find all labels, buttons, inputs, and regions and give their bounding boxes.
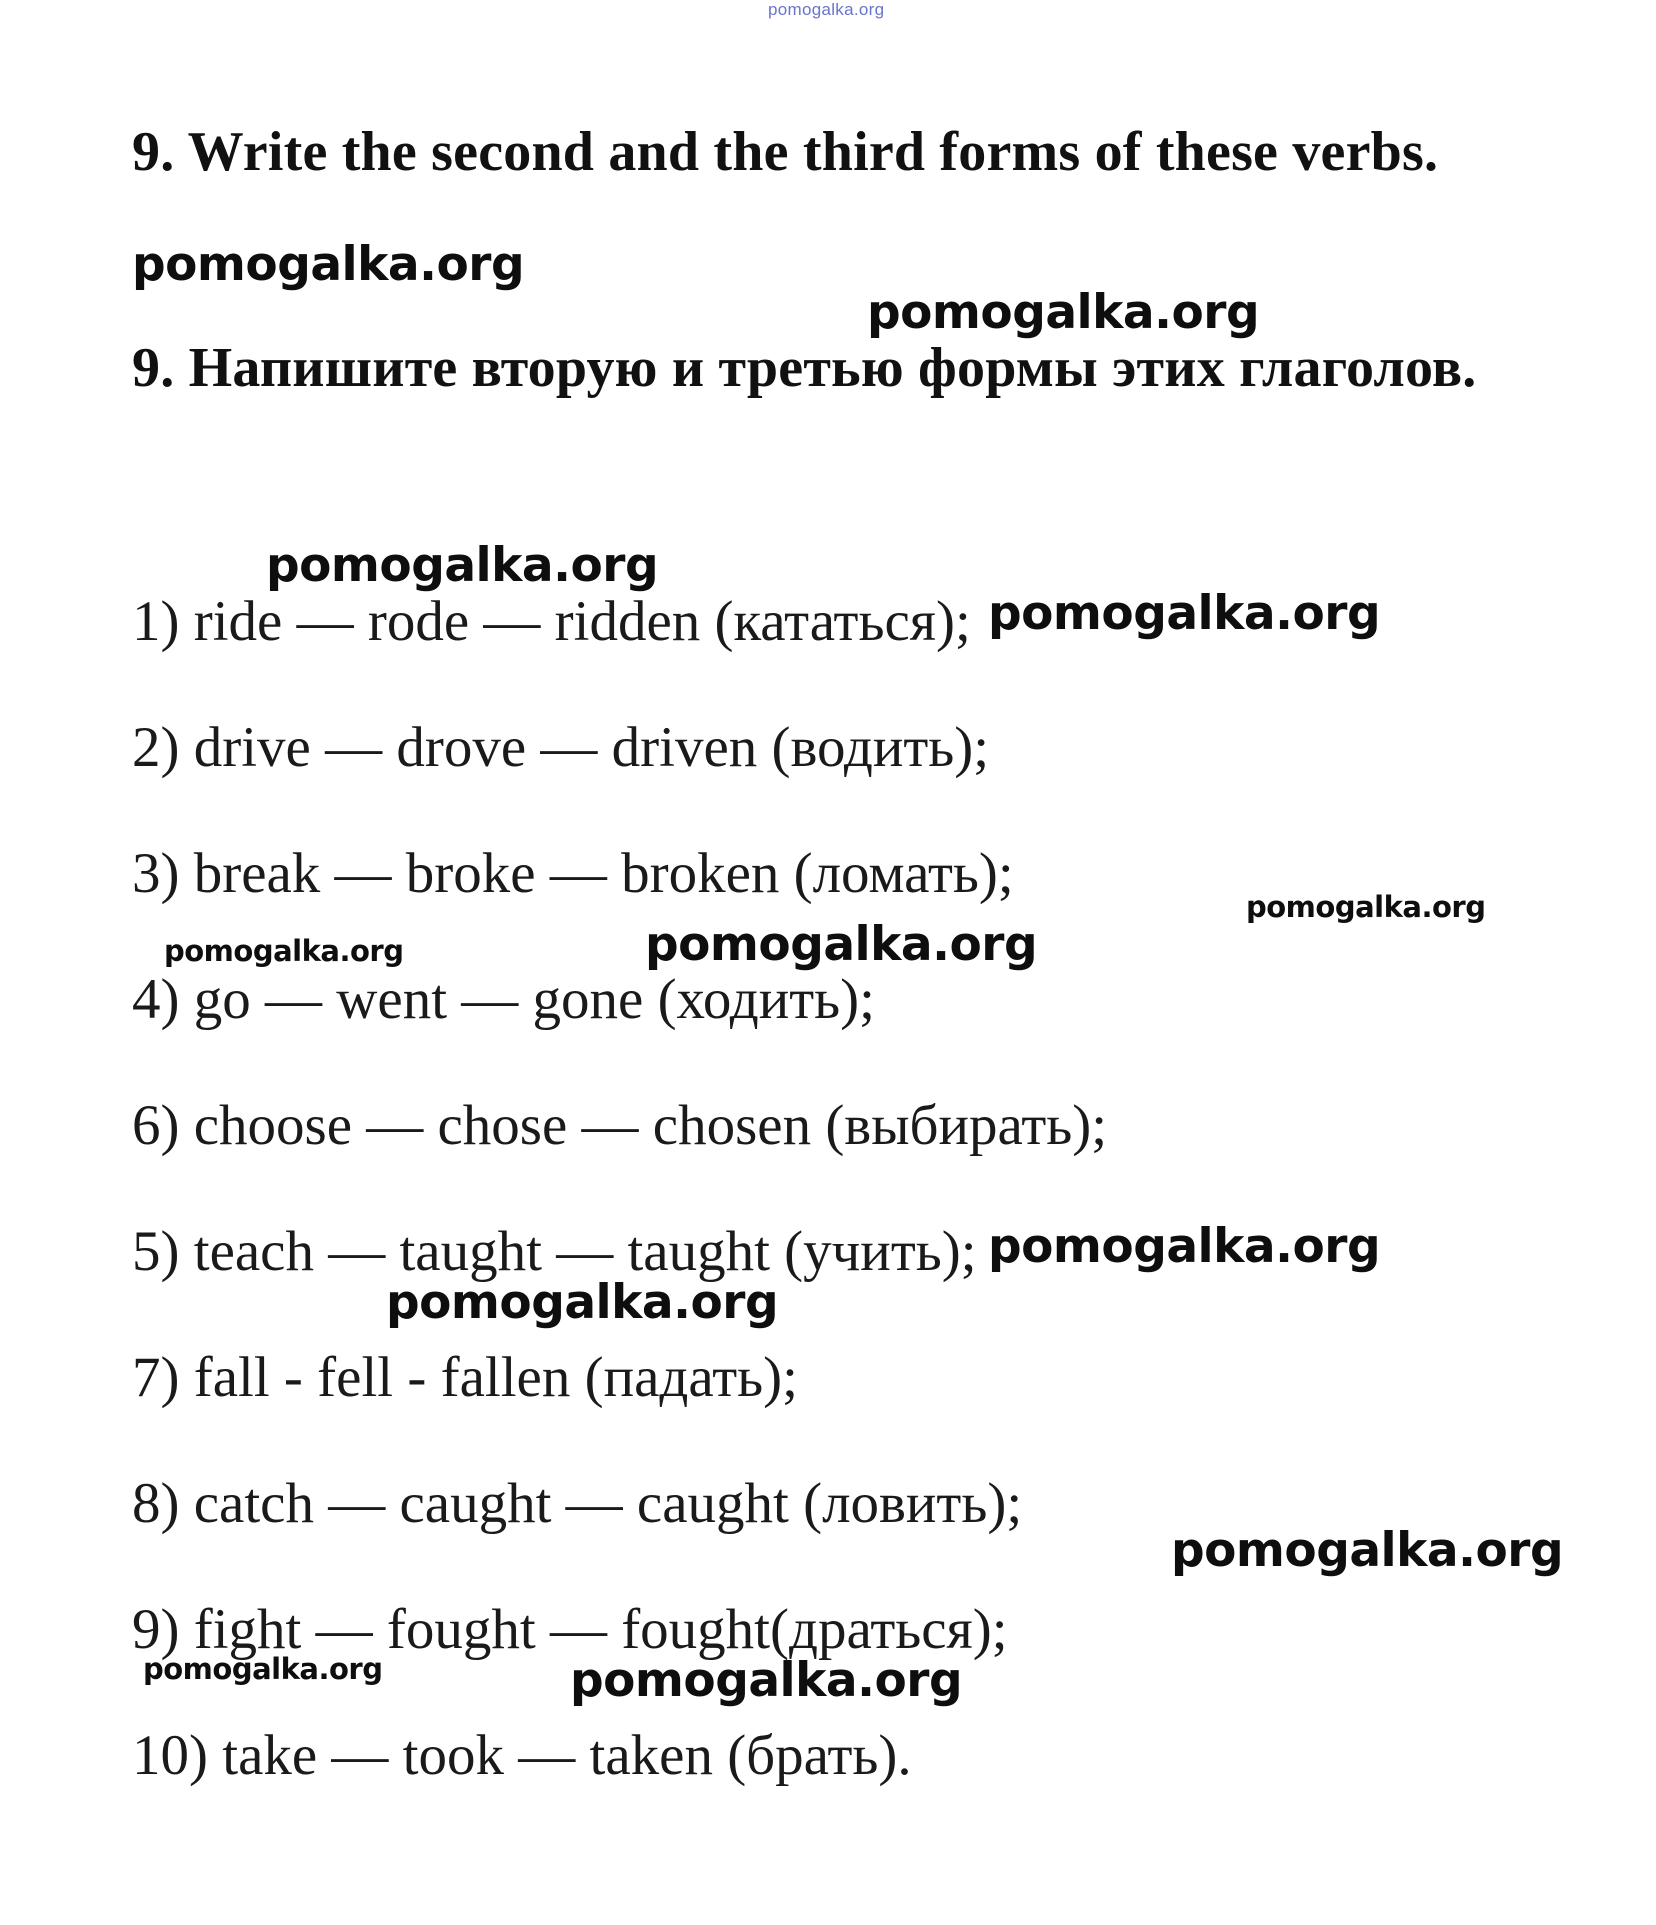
top-watermark: pomogalka.org xyxy=(768,0,885,19)
watermark: pomogalka.org xyxy=(867,285,1260,340)
watermark: pomogalka.org xyxy=(143,1652,383,1686)
watermark: pomogalka.org xyxy=(1171,1523,1564,1578)
watermark: pomogalka.org xyxy=(386,1275,779,1330)
watermark: pomogalka.org xyxy=(1246,890,1486,924)
verb-item-7: 7) fall - fell - fallen (падать); xyxy=(132,1346,798,1409)
watermark: pomogalka.org xyxy=(988,1219,1381,1274)
verb-item-4: 4) go — went — gone (ходить); xyxy=(132,968,875,1031)
watermark: pomogalka.org xyxy=(988,586,1381,641)
watermark: pomogalka.org xyxy=(645,917,1038,972)
verb-item-5: 5) teach — taught — taught (учить); xyxy=(132,1220,977,1283)
verb-item-3: 3) break — broke — broken (ломать); xyxy=(132,842,1014,905)
verb-item-9: 9) fight — fought — fought(драться); xyxy=(132,1598,1008,1661)
verb-item-2: 2) drive — drove — driven (водить); xyxy=(132,716,990,779)
verb-item-6: 6) choose — chose — chosen (выбирать); xyxy=(132,1094,1108,1157)
watermark: pomogalka.org xyxy=(132,237,525,292)
watermark: pomogalka.org xyxy=(164,934,404,968)
verb-item-10: 10) take — took — taken (брать). xyxy=(132,1724,912,1787)
verb-item-1: 1) ride — rode — ridden (кататься); xyxy=(132,590,971,653)
heading-english: 9. Write the second and the third forms of these verbs. xyxy=(132,121,1439,183)
heading-russian: 9. Напишите вторую и третью формы этих глаголов. xyxy=(132,337,1477,399)
watermark: pomogalka.org xyxy=(266,538,659,593)
verb-item-8: 8) catch — caught — caught (ловить); xyxy=(132,1472,1023,1535)
watermark: pomogalka.org xyxy=(570,1653,963,1708)
